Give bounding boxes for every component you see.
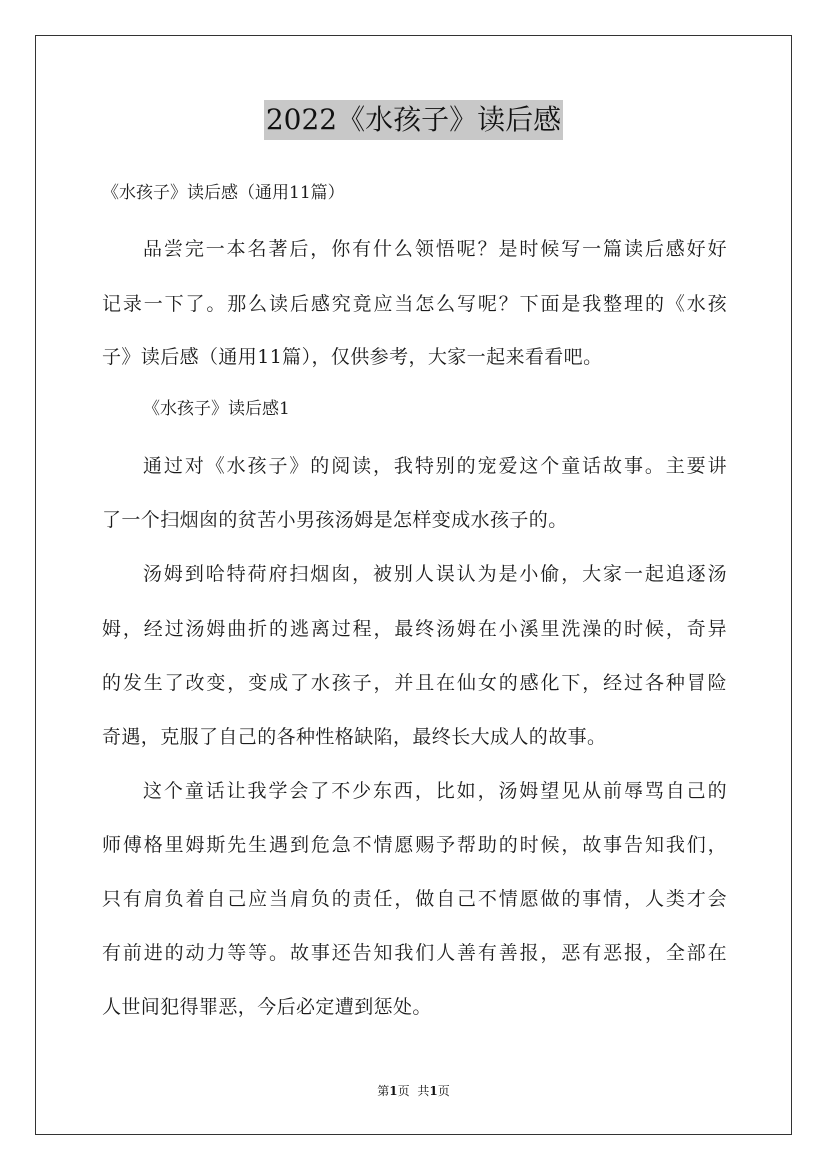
- paragraph-line: 有前进的动力等等。故事还告知我们人善有善报，恶有恶报，全部在: [102, 942, 727, 964]
- page-label-prefix: 第: [377, 1084, 390, 1098]
- page-number: 1: [389, 1084, 398, 1098]
- paragraph-line: 奇遇，克服了自己的各种性格缺陷，最终长大成人的故事。: [102, 726, 607, 748]
- document-subtitle: 《水孩子》读后感（通用11篇）: [102, 183, 345, 203]
- paragraph-line: 师傅格里姆斯先生遇到危急不情愿赐予帮助的时候，故事告知我们，: [102, 834, 727, 856]
- paragraph-line: 人世间犯得罪恶，今后必定遭到惩处。: [102, 996, 432, 1018]
- page-footer: [0, 1083, 827, 1099]
- page-label-suffix: 页: [397, 1084, 410, 1098]
- paragraph-line: 的发生了改变，变成了水孩子，并且在仙女的感化下，经过各种冒险: [102, 672, 727, 694]
- paragraph-line: 只有肩负着自己应当肩负的责任，做自己不情愿做的事情，人类才会: [102, 888, 727, 910]
- paragraph-line: 这个童话让我学会了不少东西，比如，汤姆望见从前辱骂自己的: [143, 780, 727, 802]
- intro-line: 记录一下了。那么读后感究竟应当怎么写呢？下面是我整理的《水孩: [102, 293, 727, 315]
- paragraph-line: 通过对《水孩子》的阅读，我特别的宠爱这个童话故事。主要讲: [143, 455, 727, 477]
- intro-line: 子》读后感（通用11篇），仅供参考，大家一起来看看吧。: [102, 346, 603, 368]
- document-title: 2022《水孩子》读后感: [264, 100, 563, 140]
- total-label-prefix: 共: [417, 1084, 430, 1098]
- section-heading: 《水孩子》读后感1: [143, 399, 290, 419]
- total-label-suffix: 页: [437, 1084, 450, 1098]
- total-pages: 1: [429, 1084, 438, 1098]
- paragraph-line: 汤姆到哈特荷府扫烟囱，被别人误认为是小偷，大家一起追逐汤: [143, 563, 727, 585]
- title-container: [0, 100, 827, 140]
- paragraph-line: 姆，经过汤姆曲折的逃离过程，最终汤姆在小溪里洗澡的时候，奇异: [102, 618, 727, 640]
- paragraph-line: 了一个扫烟囱的贫苦小男孩汤姆是怎样变成水孩子的。: [102, 509, 568, 531]
- intro-line: 品尝完一本名著后，你有什么领悟呢？是时候写一篇读后感好好: [143, 238, 727, 260]
